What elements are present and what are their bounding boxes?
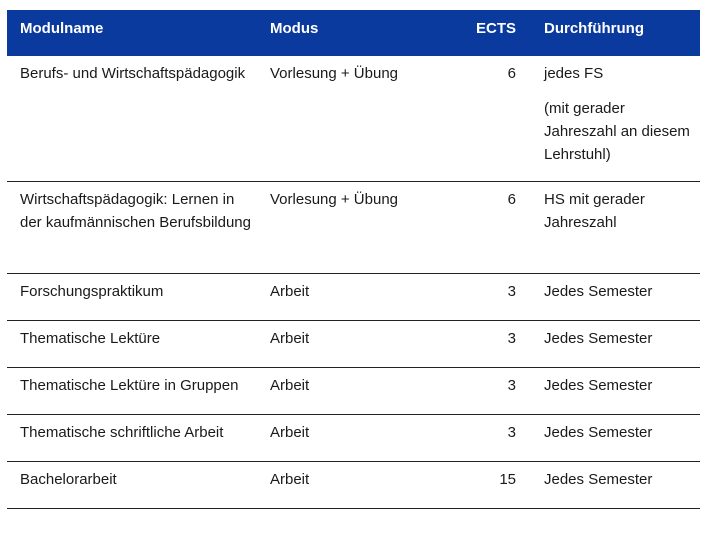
durchfuehrung-note: (mit gerader Jahreszahl an diesem Lehrstuhl): [544, 100, 690, 163]
cell-ects: 3: [442, 368, 529, 415]
cell-ects: 6: [442, 182, 529, 274]
cell-ects: 3: [442, 415, 529, 462]
header-modus: Modus: [270, 20, 319, 37]
table-row: [7, 56, 700, 182]
module-table: [7, 10, 700, 509]
cell-durchfuehrung: Jedes Semester: [529, 274, 700, 321]
table-row: [7, 462, 700, 509]
cell-modulname: Thematische Lektüre in Gruppen: [7, 368, 257, 415]
cell-modus: Arbeit: [257, 274, 442, 321]
cell-modulname: Thematische Lektüre: [7, 321, 257, 368]
header-ects: ECTS: [475, 20, 516, 37]
cell-modus: Arbeit: [257, 415, 442, 462]
cell-durchfuehrung: Jedes Semester: [529, 321, 700, 368]
cell-modulname: Wirtschaftspädagogik: Lernen in der kaufmännischen Berufsbildung: [7, 182, 257, 274]
cell-durchfuehrung: Jedes Semester: [529, 415, 700, 462]
cell-modus: Arbeit: [257, 462, 442, 509]
cell-durchfuehrung: [529, 56, 700, 182]
cell-ects: 3: [442, 321, 529, 368]
cell-ects: 15: [442, 462, 529, 509]
table-row: [7, 415, 700, 462]
cell-modulname: Forschungspraktikum: [7, 274, 257, 321]
table-header-row: [7, 10, 700, 56]
cell-durchfuehrung: Jedes Semester: [529, 368, 700, 415]
cell-modus: Vorlesung + Übung: [257, 182, 442, 274]
cell-ects: 3: [442, 274, 529, 321]
cell-modus: Arbeit: [257, 368, 442, 415]
table-row: [7, 368, 700, 415]
header-modulname: Modulname: [20, 20, 104, 37]
table-row: [7, 274, 700, 321]
table-row: [7, 321, 700, 368]
cell-durchfuehrung: HS mit gerader Jahreszahl: [529, 182, 700, 274]
cell-durchfuehrung: Jedes Semester: [529, 462, 700, 509]
table-row: [7, 182, 700, 274]
cell-ects: 6: [442, 56, 529, 182]
cell-modulname: Thematische schriftliche Arbeit: [7, 415, 257, 462]
cell-modulname: Bachelorarbeit: [7, 462, 257, 509]
cell-modulname: Berufs- und Wirtschaftspädagogik: [7, 56, 257, 182]
cell-modus: Arbeit: [257, 321, 442, 368]
header-durchfuehrung: Durchführung: [544, 20, 644, 37]
durchfuehrung-text: jedes FS: [544, 65, 604, 82]
cell-modus: Vorlesung + Übung: [257, 56, 442, 182]
